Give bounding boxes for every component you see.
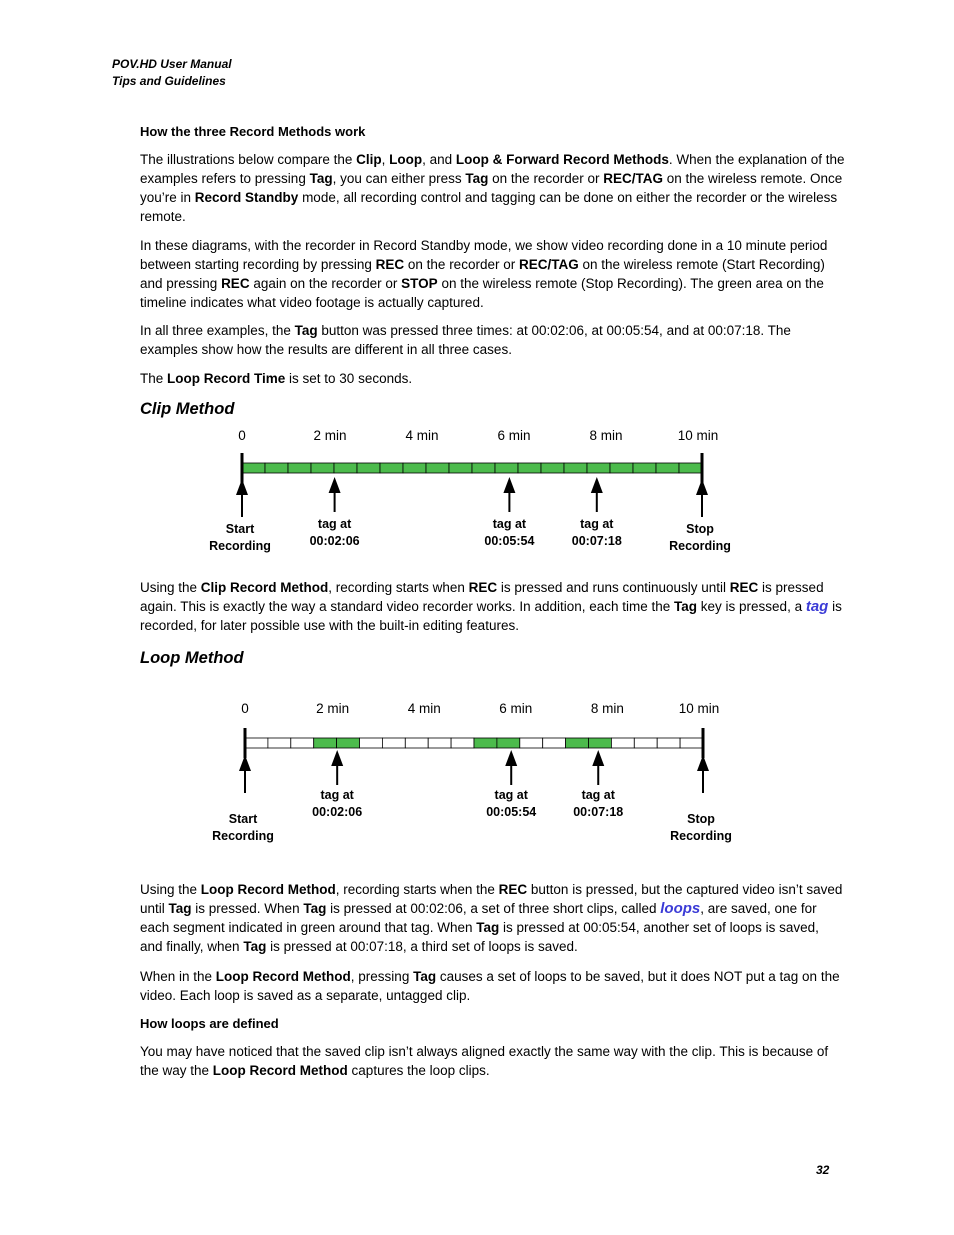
tag-arrow-head xyxy=(331,750,343,766)
clip-method-heading: Clip Method xyxy=(140,400,235,418)
start-label: Recording xyxy=(209,539,271,553)
axis-label: 0 xyxy=(238,428,246,443)
start-label: Start xyxy=(228,812,258,826)
axis-label: 8 min xyxy=(590,701,624,716)
loop-method-heading: Loop Method xyxy=(140,649,244,667)
captured-segment xyxy=(633,463,656,473)
timeline-segment xyxy=(680,738,703,748)
captured-segment xyxy=(265,463,288,473)
captured-segment xyxy=(541,463,564,473)
timeline-segment xyxy=(543,738,566,748)
tag-label: tag at xyxy=(320,788,354,802)
axis-label: 2 min xyxy=(316,701,350,716)
captured-segment xyxy=(566,738,589,748)
page-header xyxy=(112,56,232,90)
tag-arrow-head xyxy=(329,477,341,493)
stop-label: Recording xyxy=(669,539,731,553)
timeline-segment xyxy=(405,738,428,748)
captured-segment xyxy=(337,738,360,748)
loop-method-timeline xyxy=(200,693,760,853)
captured-segment xyxy=(495,463,518,473)
tag-label: tag at xyxy=(317,517,352,531)
examples-paragraph: In all three examples, the Tag button was pressed three times: at 00:02:06, at 00:05:54, and at 00:07:18. The examples show how the results are different in all three cases. xyxy=(140,323,791,357)
captured-segment xyxy=(357,463,380,473)
timeline-segment xyxy=(428,738,451,748)
start-arrow-head xyxy=(236,479,248,495)
captured-segment xyxy=(380,463,403,473)
manual-title: POV.HD User Manual xyxy=(112,57,232,71)
tag-time: 00:05:54 xyxy=(486,805,537,819)
axis-label: 2 min xyxy=(313,428,347,443)
axis-label: 10 min xyxy=(678,701,720,716)
captured-segment xyxy=(288,463,311,473)
loop-time-paragraph: The Loop Record Time is set to 30 seconds. xyxy=(140,371,413,386)
tag-arrow-head xyxy=(591,477,603,493)
stop-arrow-head xyxy=(697,755,709,771)
timeline-segment xyxy=(291,738,314,748)
diagram-paragraph: In these diagrams, with the recorder in Record Standby mode, we show video recording done in a 10 minute period between starting recording by pressing REC on the recorder or REC/TAG on the wireless remote (Start Recording) and pressing REC again on the recorder or STOP on the wireless remote (Stop Recording). The green area on the timeline indicates what video footage is actually captured. xyxy=(140,238,828,310)
captured-segment xyxy=(403,463,426,473)
tag-time: 00:07:18 xyxy=(571,534,622,548)
timeline-segment xyxy=(382,738,405,748)
axis-label: 4 min xyxy=(405,428,439,443)
captured-segment xyxy=(518,463,541,473)
intro-paragraph: The illustrations below compare the Clip, Loop, and Loop & Forward Record Methods. When the explanation of the examples refers to pressing Tag, you can either press Tag on the recorder or REC/TAG on the wireless remote. Once you’re in Record Standby mode, all recording control and tagging can be done on either the recorder or the wireless remote. xyxy=(140,152,845,224)
captured-segment xyxy=(242,463,265,473)
tag-arrow-head xyxy=(503,477,515,493)
tag-label: tag at xyxy=(492,517,527,531)
captured-segment xyxy=(449,463,472,473)
captured-segment xyxy=(589,738,612,748)
timeline-segment xyxy=(657,738,680,748)
captured-segment xyxy=(474,738,497,748)
tag-time: 00:07:18 xyxy=(573,805,624,819)
captured-segment xyxy=(334,463,357,473)
stop-label: Recording xyxy=(670,829,732,843)
captured-segment xyxy=(679,463,702,473)
tag-time: 00:02:06 xyxy=(309,534,360,548)
axis-label: 4 min xyxy=(407,701,441,716)
tag-arrow-head xyxy=(505,750,517,766)
start-label: Recording xyxy=(212,829,274,843)
timeline-segment xyxy=(520,738,543,748)
captured-segment xyxy=(587,463,610,473)
captured-segment xyxy=(314,738,337,748)
stop-arrow-head xyxy=(696,479,708,495)
timeline-segment xyxy=(634,738,657,748)
loops-defined-heading: How loops are defined xyxy=(140,1016,279,1031)
axis-label: 0 xyxy=(241,701,249,716)
captured-segment xyxy=(656,463,679,473)
term-loops: loops xyxy=(660,900,701,917)
tag-label: tag at xyxy=(581,788,615,802)
tag-time: 00:02:06 xyxy=(312,805,363,819)
captured-segment xyxy=(564,463,587,473)
tag-label: tag at xyxy=(494,788,528,802)
timeline-segment xyxy=(451,738,474,748)
axis-label: 10 min xyxy=(677,428,719,443)
captured-segment xyxy=(311,463,334,473)
stop-label: Stop xyxy=(687,812,715,826)
loop-method-paragraph-2: When in the Loop Record Method, pressing Tag causes a set of loops to be saved, but it does NOT put a tag on the video. Each loop is saved as a separate, untagged clip. xyxy=(140,969,840,1003)
timeline-segment xyxy=(611,738,634,748)
chapter-title: Tips and Guidelines xyxy=(112,74,226,88)
clip-method-timeline xyxy=(200,420,760,560)
start-label: Start xyxy=(225,522,255,536)
captured-segment xyxy=(472,463,495,473)
tag-arrow-head xyxy=(592,750,604,766)
page-number: 32 xyxy=(816,1163,830,1177)
timeline-segment xyxy=(245,738,268,748)
captured-segment xyxy=(610,463,633,473)
captured-segment xyxy=(426,463,449,473)
timeline-segment xyxy=(360,738,383,748)
term-tag: tag xyxy=(805,598,829,615)
timeline-segment xyxy=(268,738,291,748)
axis-label: 6 min xyxy=(499,701,533,716)
start-arrow-head xyxy=(239,755,251,771)
section-title: How the three Record Methods work xyxy=(140,124,366,139)
tag-label: tag at xyxy=(580,517,614,531)
axis-label: 6 min xyxy=(497,428,531,443)
stop-label: Stop xyxy=(686,522,714,536)
tag-time: 00:05:54 xyxy=(484,534,535,548)
axis-label: 8 min xyxy=(589,428,623,443)
loop-method-paragraph-1: Using the Loop Record Method, recording starts when the REC button is pressed, but the captured video isn’t saved until Tag is pressed. When Tag is pressed at 00:02:06, a set of three short clips, called loops, are saved, one for each segment indicated in green around that tag. When Tag is pressed at 00:05:54, another set of loops is saved, and finally, when Tag is pressed at 00:07:18, a third set of loops is saved. xyxy=(140,882,843,954)
loops-defined-paragraph: You may have noticed that the saved clip isn’t always aligned exactly the same way with the clip. This is because of the way the Loop Record Method captures the loop clips. xyxy=(140,1044,829,1078)
clip-method-paragraph: Using the Clip Record Method, recording starts when REC is pressed and runs continuously until REC is pressed again. This is exactly the way a standard video recorder works. In addition, each time the Tag key is pressed, a tag is recorded, for later possible use with the built-in editing features. xyxy=(140,580,842,633)
captured-segment xyxy=(497,738,520,748)
